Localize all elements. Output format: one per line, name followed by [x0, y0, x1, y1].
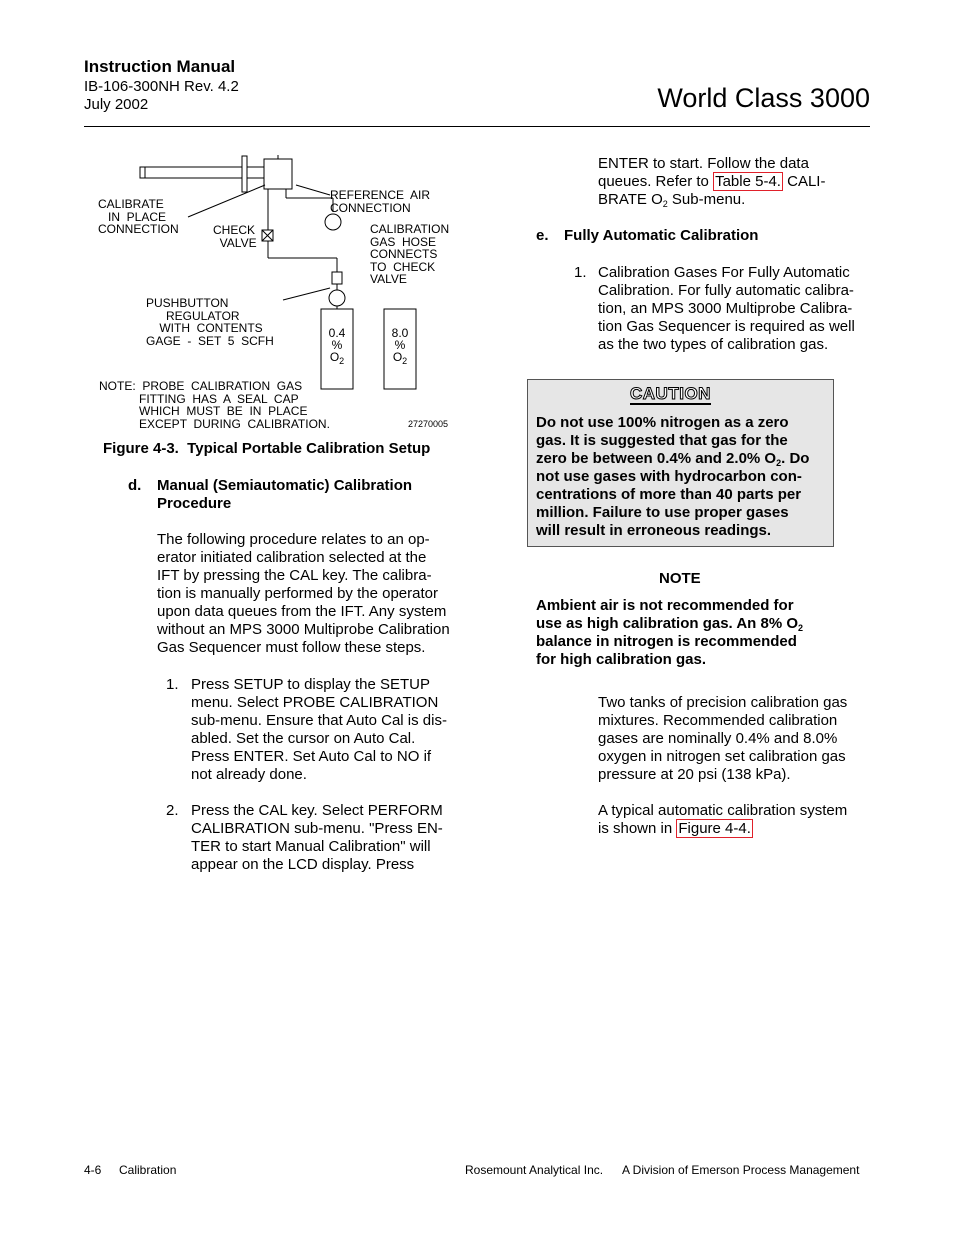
text-line: centrations of more than 40 parts per: [536, 486, 802, 503]
text-line: not use gases with hydrocarbon con-: [536, 468, 802, 485]
caution-text: [536, 414, 826, 540]
step1-text: [191, 676, 481, 784]
section-d-intro: [157, 531, 477, 657]
probe-head: [264, 159, 292, 189]
text-line: sub-menu. Ensure that Auto Cal is dis-: [191, 712, 447, 729]
text-line: will result in erroneous readings.: [536, 522, 772, 539]
tank-low-percent: %: [331, 338, 343, 352]
section-d-heading-line: Procedure: [157, 495, 232, 512]
reference-air-fitting: [325, 214, 341, 230]
step2-continuation: [598, 155, 868, 209]
tanks-paragraph: [598, 694, 873, 784]
tank-low-gas-name: $O_2$: [329, 350, 345, 366]
e-step1-text: [598, 264, 873, 354]
text-line: without an MPS 3000 Multiprobe Calibration: [157, 621, 450, 638]
tank-low-label: [321, 326, 353, 366]
auto-cal-paragraph: [598, 802, 873, 838]
tank-high-value: 8.0: [391, 326, 409, 340]
figure-part-number: 27270005: [408, 419, 449, 429]
section-d-letter: d.: [128, 477, 142, 494]
text-line: Ambient air is not recommended for: [536, 597, 794, 614]
text-line: gas. It is suggested that gas for the: [536, 432, 788, 449]
text-line: menu. Select PROBE CALIBRATION: [191, 694, 439, 711]
product-name: World Class 3000: [657, 83, 870, 113]
text-line: pressure at 20 psi (138 kPa).: [598, 766, 791, 783]
text-line: queues. Refer to Table 5-4. CALI-: [598, 173, 826, 190]
text-line: ENTER to start. Follow the data: [598, 155, 809, 172]
text-line: zero be between 0.4% and 2.0% $O_2$. Do: [536, 450, 810, 468]
note-text: [536, 597, 836, 669]
caution-title: CAUTION: [630, 384, 711, 403]
text-line: Gas Sequencer must follow these steps.: [157, 639, 426, 656]
e-step1-number: 1.: [574, 264, 587, 281]
text-line: million. Failure to use proper gases: [536, 504, 789, 521]
footer-company: Rosemount Analytical Inc.: [465, 1163, 604, 1177]
label-calibrate-in-place: CALIBRATE IN PLACE CONNECTION: [98, 197, 179, 236]
text-line: BRATE $O_2$ Sub-menu.: [598, 191, 746, 209]
text-line: Press the CAL key. Select PERFORM: [191, 802, 443, 819]
text-line: A typical automatic calibration system: [598, 802, 848, 819]
text-line: for high calibration gas.: [536, 651, 707, 668]
figure-note: NOTE: PROBE CALIBRATION GAS FITTING HAS A SEAL CAP WHICH MUST BE IN PLACE EXCEPT DURING CALIBRATION.: [99, 379, 330, 431]
tank-low-value: 0.4: [328, 326, 346, 340]
probe-tube: [140, 167, 242, 178]
document-number: IB-106-300NH Rev. 4.2: [84, 78, 239, 95]
tank-high-percent: %: [394, 338, 406, 352]
step2-text: [191, 802, 481, 874]
step2-number: 2.: [166, 802, 179, 819]
label-check-valve: CHECK VALVE: [213, 223, 257, 250]
text-line: erator initiated calibration selected at the: [157, 549, 427, 566]
text-line: abled. Set the cursor on Auto Cal.: [191, 730, 416, 747]
text-line: Two tanks of precision calibration gas: [598, 694, 848, 711]
document-date: July 2002: [84, 96, 149, 113]
text-line: Do not use 100% nitrogen as a zero: [536, 414, 789, 431]
probe-flange: [242, 156, 247, 192]
tank-high-gas-name: $O_2$: [392, 350, 408, 366]
text-line: Press SETUP to display the SETUP: [191, 676, 430, 693]
text-line: CALIBRATION sub-menu. "Press EN-: [191, 820, 443, 837]
text-line: tion is manually performed by the operator: [157, 585, 438, 602]
text-line: appear on the LCD display. Press: [191, 856, 415, 873]
header-rule: [84, 126, 870, 127]
text-line: IFT by pressing the CAL key. The calibra-: [157, 567, 432, 584]
table-5-4-link[interactable]: Table 5-4.: [715, 173, 781, 190]
figure-caption: Figure 4-3. Typical Portable Calibration Setup: [103, 440, 431, 457]
text-line: Calibration. For fully automatic calibra-: [598, 282, 854, 299]
section-e-heading: Fully Automatic Calibration: [564, 227, 759, 244]
text-line: upon data queues from the IFT. Any system: [157, 603, 447, 620]
section-d-heading: [157, 477, 412, 513]
text-line: gases are nominally 0.4% and 8.0%: [598, 730, 838, 747]
text-line: mixtures. Recommended calibration: [598, 712, 838, 729]
text-line: Press ENTER. Set Auto Cal to NO if: [191, 748, 432, 765]
caution-box: [527, 379, 834, 547]
label-reference-air: REFERENCE AIR CONNECTION: [330, 188, 431, 215]
text-line: as the two types of calibration gas.: [598, 336, 829, 353]
text-line: TER to start Manual Calibration" will: [191, 838, 431, 855]
step1-number: 1.: [166, 676, 179, 693]
section-d-heading-line: Manual (Semiautomatic) Calibration: [157, 477, 413, 494]
figure-4-4-link[interactable]: Figure 4-4.: [678, 820, 751, 837]
manual-title: Instruction Manual: [84, 57, 236, 76]
footer-page-number: 4-6: [84, 1163, 102, 1177]
footer-section: Calibration: [119, 1163, 177, 1177]
regulator-icon: [332, 272, 342, 284]
label-cal-gas-hose: CALIBRATION GAS HOSE CONNECTS TO CHECK VALVE: [370, 222, 450, 286]
text-line: oxygen in nitrogen set calibration gas: [598, 748, 846, 765]
text-line: tion, an MPS 3000 Multiprobe Calibra-: [598, 300, 853, 317]
section-e-letter: e.: [536, 227, 549, 244]
footer-division: A Division of Emerson Process Management: [622, 1163, 860, 1177]
text-line: tion Gas Sequencer is required as well: [598, 318, 855, 335]
label-pushbutton-regulator: PUSHBUTTON REGULATOR WITH CONTENTS GAGE - SET 5 SCFH: [146, 296, 274, 348]
text-line: Calibration Gases For Fully Automatic: [598, 264, 850, 281]
text-line: not already done.: [191, 766, 307, 783]
note-title: NOTE: [659, 570, 701, 587]
contents-gage-icon: [329, 290, 345, 306]
text-line: balance in nitrogen is recommended: [536, 633, 797, 650]
tank-high-label: [384, 326, 416, 366]
text-line: The following procedure relates to an op-: [157, 531, 430, 548]
text-line: use as high calibration gas. An 8% $O_2$: [536, 615, 804, 633]
text-line: is shown in Figure 4-4.: [598, 820, 751, 837]
